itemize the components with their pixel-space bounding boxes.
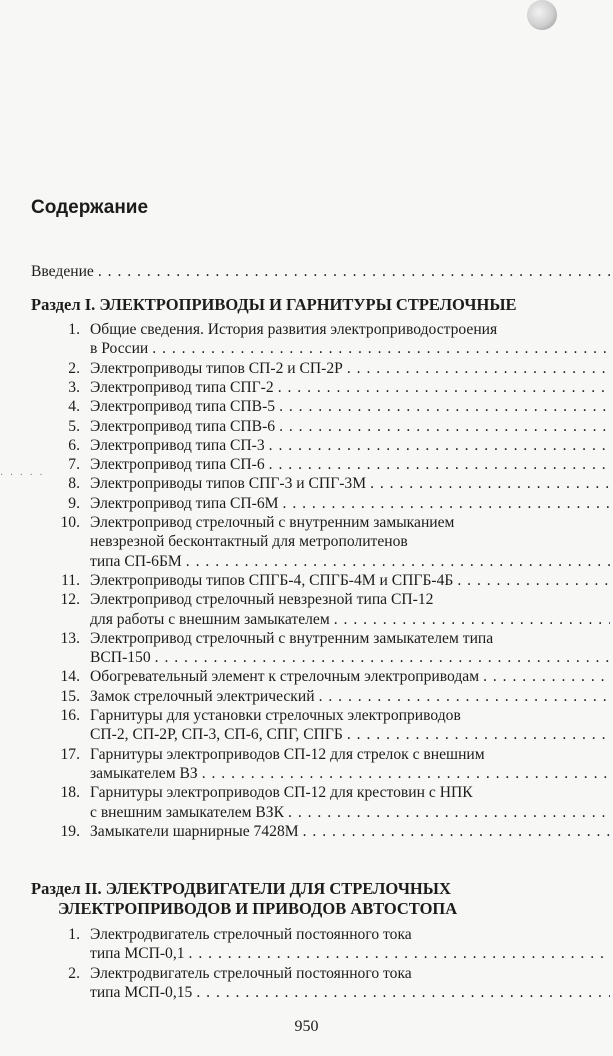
toc-item-number: 17. bbox=[60, 745, 80, 763]
toc-item-number: 11. bbox=[61, 571, 80, 589]
section-2-title-line-1: Раздел II. ЭЛЕКТРОДВИГАТЕЛИ ДЛЯ СТРЕЛОЧНЫХ bbox=[31, 879, 451, 898]
page-heading: Содержание bbox=[31, 197, 149, 218]
section-1-title: Раздел I. ЭЛЕКТРОПРИВОДЫ И ГАРНИТУРЫ СТРЕЛОЧНЫЕ bbox=[31, 295, 517, 314]
toc-item-number: 7. bbox=[68, 456, 80, 474]
toc-item-number: 19. bbox=[60, 822, 80, 840]
toc-item-number: 5. bbox=[68, 417, 80, 435]
toc-item-text: Электропривод типа СПВ-5 . . . bbox=[90, 397, 610, 417]
toc-item-text: для работы с внешним замыкателем . . . bbox=[90, 610, 610, 630]
toc-item-text: Общие сведения. История развития электроприводостроения bbox=[90, 321, 498, 338]
toc-item-text: Электропривод типа СПГ-2 . . . bbox=[90, 378, 610, 398]
toc-item-number: 4. bbox=[68, 398, 80, 416]
toc-item-number: 2. bbox=[68, 964, 80, 982]
toc-item-number: 9. bbox=[68, 494, 80, 512]
toc-item-text: невзрезной бесконтактный для метрополитенов bbox=[90, 533, 408, 551]
toc-item-number: 1. bbox=[68, 321, 80, 338]
toc-item-number: 1. bbox=[68, 926, 80, 943]
toc-item-text: Электродвигатель стрелочный постоянного тока bbox=[90, 926, 412, 943]
toc-item-number: 13. bbox=[60, 629, 80, 647]
toc-item-number: 8. bbox=[68, 475, 80, 493]
toc-entry-intro: Введение . . . bbox=[31, 262, 610, 282]
toc-item-text: Электроприводы типов СПГ-3 и СПГ-3М . . . bbox=[90, 474, 610, 494]
toc-item-text: Гарнитуры для установки стрелочных электроприводов bbox=[90, 707, 461, 724]
toc-item-number: 6. bbox=[68, 436, 80, 454]
toc-item-text: в России . . . bbox=[90, 339, 610, 359]
scan-specks: · · · · · bbox=[0, 470, 45, 481]
toc-item-number: 2. bbox=[68, 359, 80, 377]
toc-item-number: 14. bbox=[60, 668, 80, 686]
toc-item-text: Электропривод типа СПВ-6 . . . bbox=[90, 417, 610, 437]
toc-item-number: 12. bbox=[60, 591, 80, 609]
toc-item-number: 16. bbox=[60, 707, 80, 724]
toc-item-text: Электропривод стрелочный с внутренним замыканием bbox=[90, 514, 455, 531]
section-2-title-line-2: ЭЛЕКТРОПРИВОДОВ И ПРИВОДОВ АВТОСТОПА bbox=[58, 899, 458, 918]
toc-item-number: 3. bbox=[68, 378, 80, 396]
toc-item-text: замыкателем ВЗ . . . bbox=[90, 764, 610, 784]
toc-item-number: 18. bbox=[60, 784, 80, 802]
toc-item-text: Электропривод типа СП-6М . . . bbox=[90, 494, 610, 514]
toc-item-text: Электропривод типа СП-3 . . . bbox=[90, 436, 610, 456]
toc-item-number: 15. bbox=[60, 687, 80, 705]
toc-item-text: типа СП-6БМ . . . bbox=[90, 552, 610, 572]
page-number: 950 bbox=[294, 1018, 319, 1035]
toc-item-text: Электроприводы типов СПГБ-4, СПГБ-4М и СПГБ-4Б . . . bbox=[90, 571, 610, 591]
toc-item-text: Замыкатели шарнирные 7428М . . . bbox=[90, 822, 610, 842]
toc-item-number: 10. bbox=[60, 514, 80, 531]
toc-item-text: Электродвигатель стрелочный постоянного тока bbox=[90, 964, 412, 982]
toc-item-text: Электропривод стрелочный невзрезной типа СП-12 bbox=[90, 591, 434, 609]
toc-item-text: Гарнитуры электроприводов СП-12 для крестовин с НПК bbox=[90, 784, 473, 802]
toc-item-text: типа МСП-0,1 . . . bbox=[90, 944, 610, 964]
toc-item-text: с внешним замыкателем ВЗК . . . bbox=[90, 803, 610, 823]
toc-item-text: Замок стрелочный электрический . . . bbox=[90, 687, 610, 707]
toc-item-text: СП-2, СП-2Р, СП-3, СП-6, СПГ, СПГБ . . . bbox=[90, 725, 610, 745]
toc-item-text: Гарнитуры электроприводов СП-12 для стрелок с внешним bbox=[90, 745, 485, 763]
toc-item-text: типа МСП-0,15 . . . bbox=[90, 983, 610, 1003]
toc-item-text: ВСП-150 . . . bbox=[90, 648, 610, 668]
toc-item-text: Электропривод типа СП-6 . . . bbox=[90, 455, 610, 475]
toc-item-text: Электроприводы типов СП-2 и СП-2Р . . . bbox=[90, 359, 610, 379]
toc-item-text: Обогревательный элемент к стрелочным электроприводам . . . bbox=[90, 667, 610, 687]
toc-item-text: Электропривод стрелочный с внутренним замыкателем типа bbox=[90, 629, 494, 647]
